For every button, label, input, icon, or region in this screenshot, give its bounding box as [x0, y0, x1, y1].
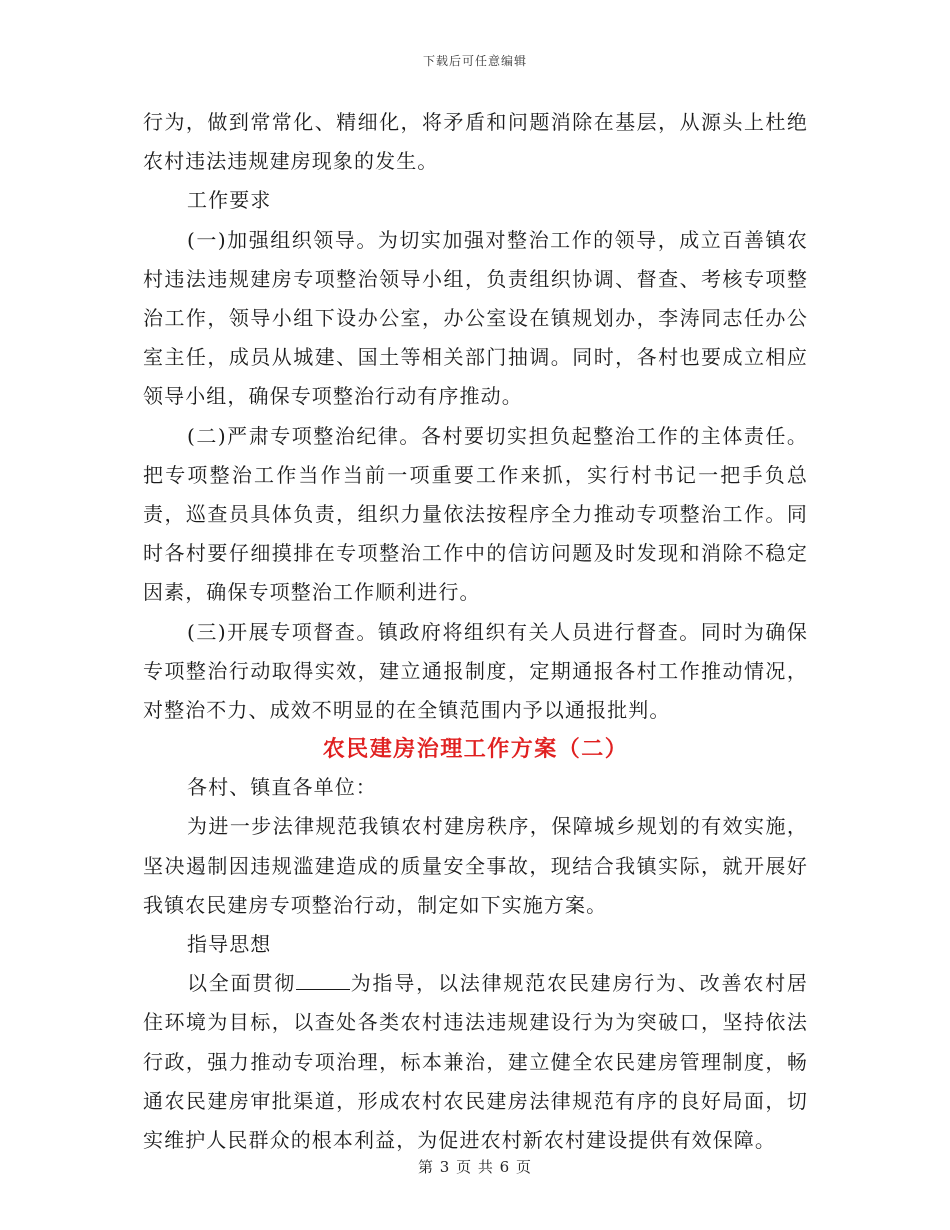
- paragraph-intro: 为进一步法律规范我镇农村建房秩序，保障城乡规划的有效实施，坚决遏制因违规滥建造成的质量安全事故，现结合我镇实际，就开展好我镇农民建房专项整治行动，制定如下实施方案。: [143, 814, 808, 917]
- paragraph-salutation: 各村、镇直各单位：: [187, 775, 377, 800]
- paragraph-item-3: (三)开展专项督查。镇政府将组织有关人员进行督查。同时为确保专项整治行动取得实效，建立通报制度，定期通报各村工作推动情况，对整治不力、成效不明显的在全镇范围内予以通报批判。: [143, 619, 808, 723]
- guiding-text-after: 为指导，以法律规范农民建房行为、改善农村居住环境为目标，以查处各类农村违法违规建设行为为突破口，坚持依法行政，强力推动专项治理，标本兼治，建立健全农民建房管理制度，畅通农民建房审批渠道，形成农村农民建房法律规范有序的良好局面，切实维护人民群众的根本利益，为促进农村新农村建设提供有效保障。: [143, 971, 809, 1153]
- section-title: 农民建房治理工作方案（二）: [322, 736, 629, 763]
- subheading-work-requirements: 工作要求: [187, 188, 272, 213]
- page-footer: 第 3 页 共 6 页: [418, 1158, 532, 1176]
- paragraph-continuation: 行为，做到常常化、精细化，将矛盾和问题消除在基层，从源头上杜绝农村违法违规建房现象的发生。: [143, 110, 808, 174]
- guiding-text-before: 以全面贯彻: [187, 971, 297, 996]
- subheading-guiding-thought: 指导思想: [187, 932, 272, 957]
- header-note: 下载后可任意编辑: [422, 54, 527, 68]
- document-body: [143, 103, 808, 1160]
- paragraph-item-2: (二)严肃专项整治纪律。各村要切实担负起整治工作的主体责任。把专项整治工作当作当前一项重要工作来抓，实行村书记一把手负总责，巡查员具体负责，组织力量依法按程序全力推动专项整治工作。同时各村要仔细摸排在专项整治工作中的信访问题及时发现和消除不稳定因素，确保专项整治工作顺利进行。: [143, 423, 808, 605]
- paragraph-guiding-thought: [143, 964, 808, 1160]
- fill-in-blank: [296, 971, 350, 990]
- paragraph-item-1: (一)加强组织领导。为切实加强对整治工作的领导，成立百善镇农村违法违规建房专项整治领导小组，负责组织协调、督查、考核专项整治工作，领导小组下设办公室，办公室设在镇规划办，李涛同志任办公室主任，成员从城建、国土等相关部门抽调。同时，各村也要成立相应领导小组，确保专项整治行动有序推动。: [143, 227, 808, 409]
